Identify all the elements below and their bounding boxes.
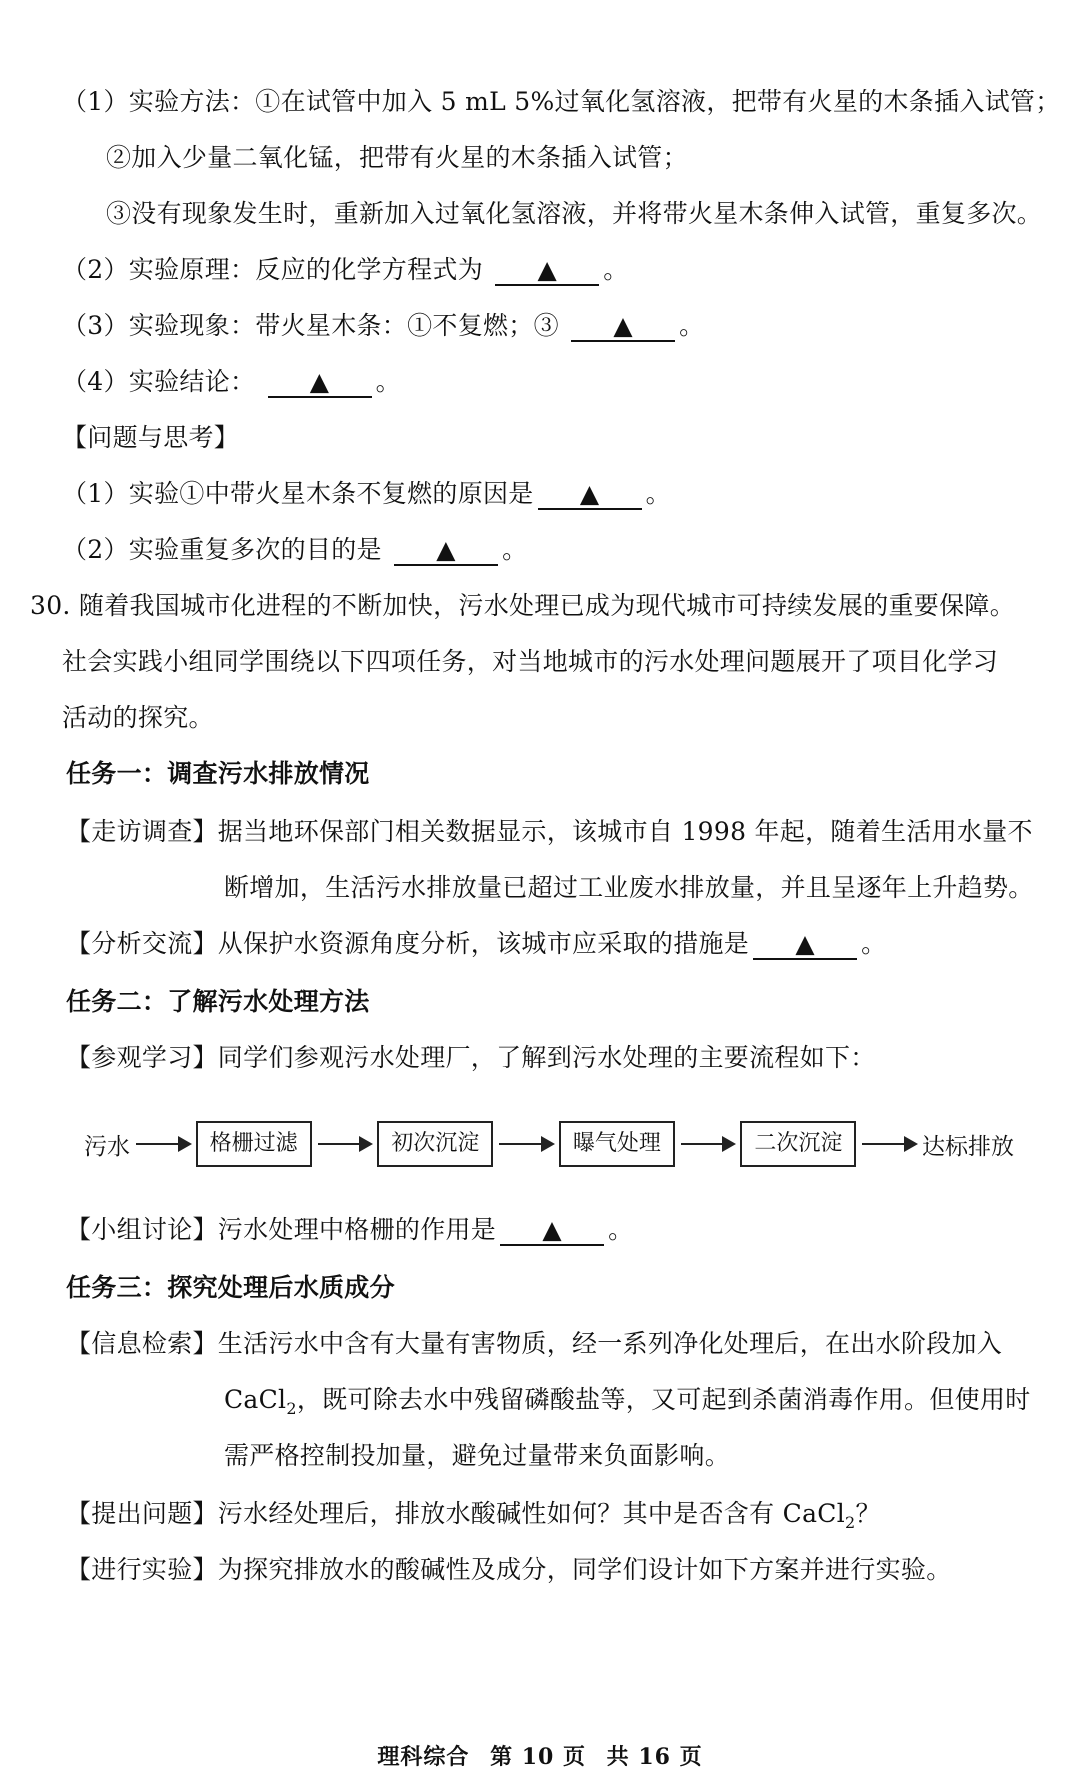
text-line-17 — [66, 984, 370, 1020]
subscript: 2 — [286, 1399, 297, 1418]
subscript: 2 — [845, 1513, 856, 1532]
text-line-24 — [66, 1496, 881, 1541]
line-text-before: （4）实验结论： — [62, 367, 264, 396]
line-text: 需严格控制投加量，避免过量带来负面影响。 — [224, 1441, 731, 1470]
text-line-7 — [62, 420, 239, 456]
line-text-before: （2）实验原理：反应的化学方程式为 — [62, 255, 492, 284]
line-text-before: CaCl — [224, 1385, 287, 1414]
line-text: ②加入少量二氧化锰，把带有火星的木条插入试管； — [106, 143, 688, 172]
line-text-before: （2）实验重复多次的目的是 — [62, 535, 391, 564]
line-text-after: 。 — [608, 1215, 634, 1244]
line-text-before: （1）实验①中带火星木条不复燃的原因是 — [62, 479, 534, 508]
line-text-after: 。 — [375, 367, 401, 396]
flow-step-3: 曝气处理 — [559, 1121, 675, 1167]
line-text: 任务二：了解污水处理方法 — [66, 987, 370, 1016]
line-text-after: ，既可除去水中残留磷酸盐等，又可起到杀菌消毒作用。但使用时 — [296, 1385, 1031, 1414]
flow-arrow — [318, 1143, 372, 1145]
answer-blank: ▲ — [753, 930, 857, 960]
line-text-after: 。 — [645, 479, 671, 508]
line-text-after: 。 — [603, 255, 629, 284]
text-line-20 — [66, 1270, 395, 1306]
flow-arrow — [681, 1143, 735, 1145]
line-text-after: 。 — [679, 311, 705, 340]
text-line-19 — [66, 1212, 633, 1248]
line-text: 任务一：调查污水排放情况 — [66, 759, 370, 788]
line-text: ③没有现象发生时，重新加入过氧化氢溶液，并将带火星木条伸入试管，重复多次。 — [106, 199, 1043, 228]
page-footer — [0, 1740, 1080, 1771]
text-line-14 — [66, 814, 1033, 850]
text-line-3 — [106, 196, 1042, 232]
line-text-after: 。 — [502, 535, 528, 564]
line-text: （1）实验方法：①在试管中加入 5 mL 5%过氧化氢溶液，把带有火星的木条插入试管； — [62, 87, 1061, 116]
line-text: 【信息检索】生活污水中含有大量有害物质，经一系列净化处理后，在出水阶段加入 — [66, 1329, 1003, 1358]
answer-blank: ▲ — [500, 1216, 604, 1246]
line-text: 【进行实验】为探究排放水的酸碱性及成分，同学们设计如下方案并进行实验。 — [66, 1555, 952, 1584]
text-line-11 — [62, 644, 998, 680]
text-line-8 — [62, 476, 671, 512]
text-line-25 — [66, 1552, 952, 1588]
text-line-12 — [62, 700, 214, 736]
text-line-15 — [224, 870, 1034, 906]
flow-end: 达标排放 — [922, 1133, 1015, 1160]
text-line-23 — [224, 1438, 730, 1474]
footer-page: 第 10 页 — [490, 1744, 586, 1770]
text-line-1 — [62, 84, 1061, 120]
flow-arrow — [136, 1143, 190, 1145]
flow-start: 污水 — [84, 1133, 130, 1160]
flow-arrow — [499, 1143, 553, 1145]
answer-blank: ▲ — [268, 368, 372, 398]
line-text: 活动的探究。 — [62, 703, 214, 732]
answer-blank: ▲ — [538, 480, 642, 510]
flow-step-1: 格栅过滤 — [196, 1121, 312, 1167]
line-text-before: 【提出问题】污水经处理后，排放水酸碱性如何？其中是否含有 CaCl — [66, 1499, 846, 1528]
line-text: 30. 随着我国城市化进程的不断加快，污水处理已成为现代城市可持续发展的重要保障。 — [30, 591, 1016, 620]
line-text: 社会实践小组同学围绕以下四项任务，对当地城市的污水处理问题展开了项目化学习 — [62, 647, 999, 676]
text-line-9 — [62, 532, 527, 568]
line-text: 【走访调查】据当地环保部门相关数据显示，该城市自 1998 年起，随着生活用水量不 — [66, 817, 1033, 846]
flow-step-2: 初次沉淀 — [377, 1121, 493, 1167]
text-line-10 — [30, 588, 1015, 624]
text-line-5 — [62, 308, 704, 344]
footer-subject: 理科综合 — [377, 1744, 470, 1770]
text-line-4 — [62, 252, 629, 288]
text-line-6 — [62, 364, 401, 400]
text-line-22 — [224, 1382, 1031, 1427]
answer-blank: ▲ — [495, 256, 599, 286]
line-text: 【参观学习】同学们参观污水处理厂，了解到污水处理的主要流程如下： — [66, 1043, 876, 1072]
process-flow-diagram — [84, 1116, 1014, 1172]
line-text-before: 【分析交流】从保护水资源角度分析，该城市应采取的措施是 — [66, 929, 750, 958]
text-line-18 — [66, 1040, 876, 1076]
flow-arrow — [862, 1143, 916, 1145]
line-text: 断增加，生活污水排放量已超过工业废水排放量，并且呈逐年上升趋势。 — [224, 873, 1034, 902]
line-text-after: 。 — [861, 929, 887, 958]
line-text-before: （3）实验现象：带火星木条：①不复燃；③ — [62, 311, 568, 340]
footer-total: 共 16 页 — [606, 1744, 703, 1770]
text-line-13 — [66, 756, 370, 792]
answer-blank: ▲ — [394, 536, 498, 566]
line-text: 【问题与思考】 — [62, 423, 240, 452]
flow-step-4: 二次沉淀 — [740, 1121, 856, 1167]
line-text-before: 【小组讨论】污水处理中格栅的作用是 — [66, 1215, 497, 1244]
text-line-2 — [106, 140, 688, 176]
text-line-16 — [66, 926, 886, 962]
line-text-after: ？ — [855, 1499, 881, 1528]
text-line-21 — [66, 1326, 1002, 1362]
line-text: 任务三：探究处理后水质成分 — [66, 1273, 395, 1302]
answer-blank: ▲ — [571, 312, 675, 342]
